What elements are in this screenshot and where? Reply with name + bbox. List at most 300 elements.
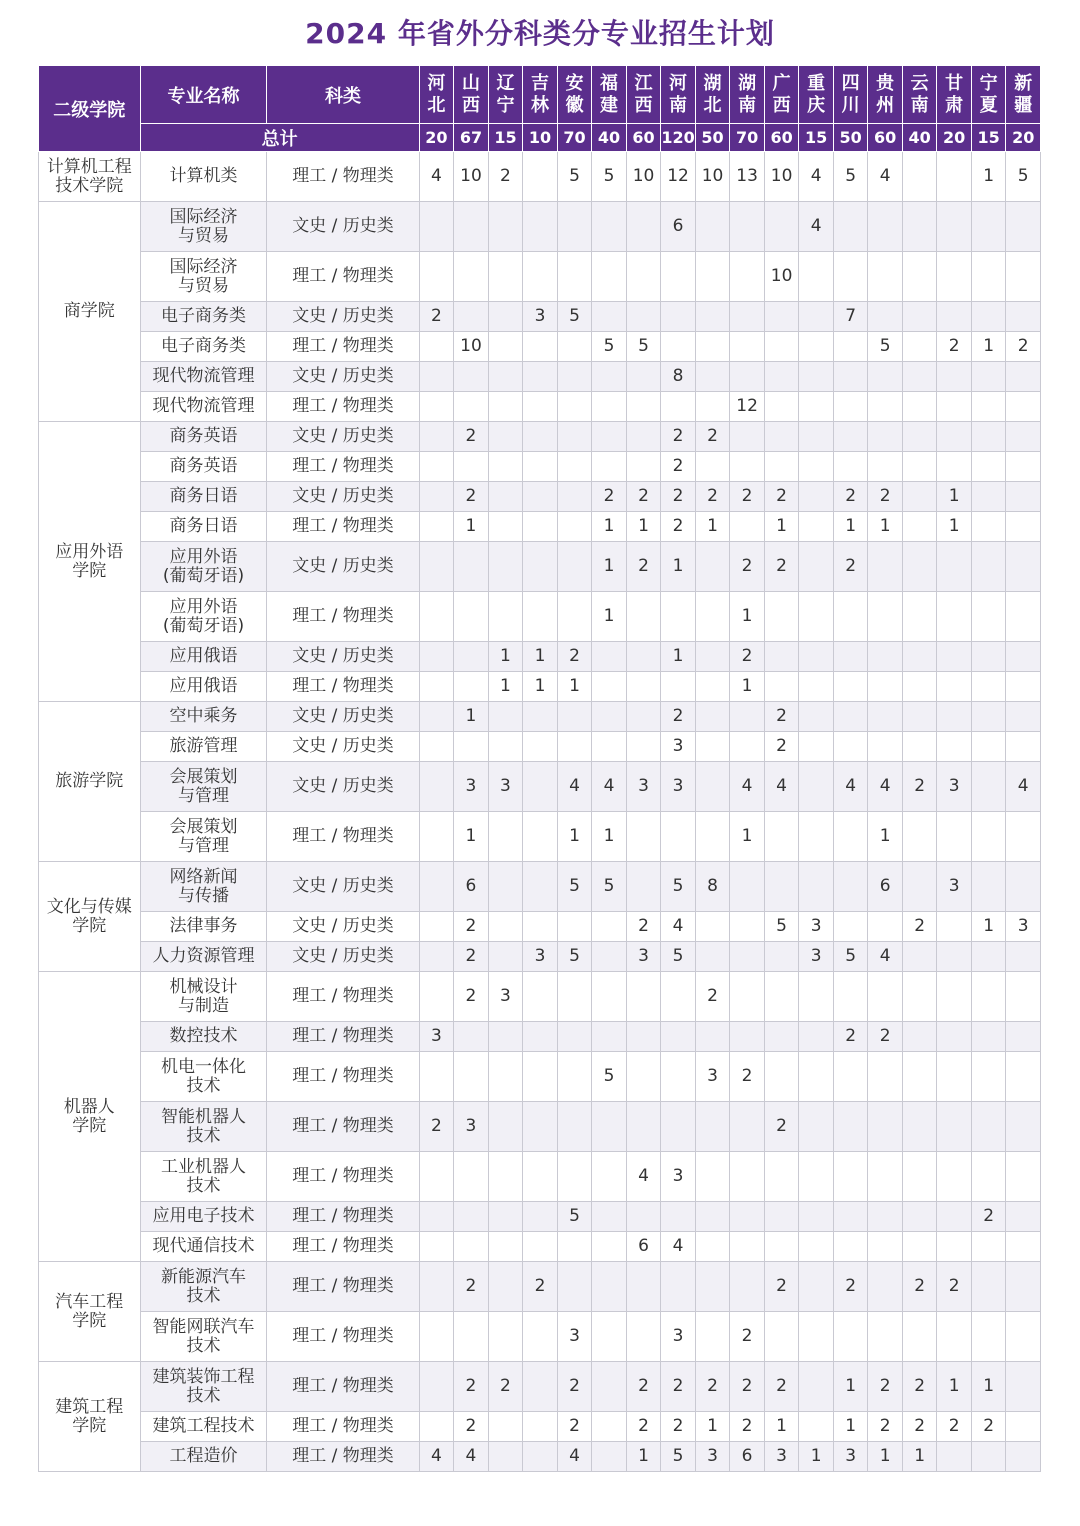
quota-cell: 1 xyxy=(833,1362,868,1412)
quota-cell xyxy=(695,1152,730,1202)
quota-cell xyxy=(902,1052,937,1102)
quota-cell xyxy=(592,942,627,972)
quota-cell xyxy=(971,1152,1006,1202)
quota-cell: 5 xyxy=(833,152,868,202)
category-cell: 理工 / 物理类 xyxy=(267,1052,419,1102)
quota-cell xyxy=(937,942,972,972)
quota-cell: 3 xyxy=(661,1312,696,1362)
quota-cell xyxy=(523,202,558,252)
quota-cell: 3 xyxy=(454,1102,489,1152)
quota-cell xyxy=(833,642,868,672)
quota-cell: 12 xyxy=(730,392,765,422)
header-province: 辽 宁 xyxy=(488,66,523,124)
quota-cell: 4 xyxy=(833,762,868,812)
quota-cell xyxy=(488,812,523,862)
quota-cell: 3 xyxy=(937,762,972,812)
province-total: 70 xyxy=(730,124,765,152)
college-cell: 机器人 学院 xyxy=(39,972,141,1262)
quota-cell xyxy=(937,422,972,452)
quota-cell xyxy=(902,1022,937,1052)
table-row xyxy=(39,302,1041,332)
quota-cell xyxy=(868,1232,903,1262)
table-row xyxy=(39,1412,1041,1442)
quota-cell xyxy=(626,422,661,452)
major-cell: 现代物流管理 xyxy=(140,392,267,422)
quota-cell: 2 xyxy=(971,1412,1006,1442)
quota-cell: 3 xyxy=(488,972,523,1022)
category-cell: 理工 / 物理类 xyxy=(267,1312,419,1362)
quota-cell: 2 xyxy=(730,642,765,672)
quota-cell xyxy=(592,302,627,332)
quota-cell: 4 xyxy=(419,1442,454,1472)
quota-cell xyxy=(695,252,730,302)
quota-cell xyxy=(626,702,661,732)
province-total: 50 xyxy=(695,124,730,152)
quota-cell xyxy=(971,762,1006,812)
quota-cell xyxy=(488,862,523,912)
quota-cell xyxy=(730,942,765,972)
college-cell: 汽车工程 学院 xyxy=(39,1262,141,1362)
quota-cell: 2 xyxy=(937,1412,972,1442)
header-province: 湖 北 xyxy=(695,66,730,124)
quota-cell xyxy=(523,862,558,912)
quota-cell xyxy=(557,592,592,642)
quota-cell xyxy=(695,392,730,422)
quota-cell: 1 xyxy=(661,642,696,672)
quota-cell: 10 xyxy=(764,152,799,202)
quota-cell: 10 xyxy=(454,332,489,362)
category-cell: 文史 / 历史类 xyxy=(267,202,419,252)
quota-cell xyxy=(902,702,937,732)
quota-cell xyxy=(730,252,765,302)
quota-cell xyxy=(971,512,1006,542)
quota-cell xyxy=(902,672,937,702)
quota-cell xyxy=(902,1102,937,1152)
quota-cell xyxy=(488,592,523,642)
quota-cell: 6 xyxy=(661,202,696,252)
quota-cell: 2 xyxy=(419,302,454,332)
quota-cell xyxy=(833,912,868,942)
quota-cell xyxy=(661,1102,696,1152)
quota-cell xyxy=(626,732,661,762)
quota-cell: 5 xyxy=(592,152,627,202)
table-row xyxy=(39,732,1041,762)
quota-cell xyxy=(971,672,1006,702)
header-major: 专业名称 xyxy=(140,66,267,124)
quota-cell xyxy=(833,1102,868,1152)
quota-cell xyxy=(833,862,868,912)
quota-cell xyxy=(557,362,592,392)
quota-cell xyxy=(971,1022,1006,1052)
quota-cell xyxy=(557,482,592,512)
quota-cell xyxy=(937,732,972,762)
quota-cell xyxy=(419,592,454,642)
quota-cell xyxy=(902,942,937,972)
province-total: 120 xyxy=(661,124,696,152)
quota-cell xyxy=(764,392,799,422)
major-cell: 智能机器人 技术 xyxy=(140,1102,267,1152)
quota-cell xyxy=(419,1312,454,1362)
quota-cell xyxy=(730,972,765,1022)
quota-cell xyxy=(488,252,523,302)
quota-cell xyxy=(557,332,592,362)
quota-cell xyxy=(1006,392,1041,422)
quota-cell: 8 xyxy=(695,862,730,912)
quota-cell xyxy=(868,1152,903,1202)
quota-cell xyxy=(764,202,799,252)
quota-cell xyxy=(971,1052,1006,1102)
quota-cell: 8 xyxy=(661,362,696,392)
quota-cell: 1 xyxy=(799,1442,834,1472)
quota-cell xyxy=(764,1232,799,1262)
quota-cell xyxy=(592,1362,627,1412)
quota-cell xyxy=(592,1202,627,1232)
quota-cell xyxy=(419,512,454,542)
quota-cell: 1 xyxy=(454,702,489,732)
table-row xyxy=(39,672,1041,702)
major-cell: 建筑工程技术 xyxy=(140,1412,267,1442)
header-province: 福 建 xyxy=(592,66,627,124)
quota-cell xyxy=(937,972,972,1022)
quota-cell: 4 xyxy=(557,762,592,812)
quota-cell xyxy=(799,252,834,302)
quota-cell: 3 xyxy=(523,942,558,972)
quota-cell xyxy=(799,1262,834,1312)
quota-cell: 10 xyxy=(626,152,661,202)
quota-cell xyxy=(902,252,937,302)
quota-cell xyxy=(1006,452,1041,482)
quota-cell xyxy=(592,362,627,392)
quota-cell: 6 xyxy=(868,862,903,912)
quota-cell xyxy=(730,1102,765,1152)
quota-cell: 2 xyxy=(557,1412,592,1442)
quota-cell xyxy=(488,942,523,972)
quota-cell xyxy=(523,912,558,942)
table-row xyxy=(39,452,1041,482)
quota-cell xyxy=(661,392,696,422)
quota-cell xyxy=(626,672,661,702)
quota-cell xyxy=(592,1022,627,1052)
quota-cell: 2 xyxy=(868,1022,903,1052)
quota-cell xyxy=(695,1202,730,1232)
quota-cell xyxy=(454,542,489,592)
quota-cell xyxy=(971,1312,1006,1362)
quota-cell xyxy=(902,642,937,672)
quota-cell xyxy=(419,332,454,362)
major-cell: 计算机类 xyxy=(140,152,267,202)
quota-cell xyxy=(764,302,799,332)
quota-cell xyxy=(1006,362,1041,392)
quota-cell: 6 xyxy=(454,862,489,912)
quota-cell: 3 xyxy=(661,732,696,762)
quota-cell: 2 xyxy=(454,482,489,512)
quota-cell xyxy=(833,1052,868,1102)
header-province: 湖 南 xyxy=(730,66,765,124)
quota-cell xyxy=(454,392,489,422)
quota-cell: 2 xyxy=(661,512,696,542)
quota-cell: 2 xyxy=(695,1362,730,1412)
quota-cell xyxy=(902,422,937,452)
quota-cell xyxy=(592,1442,627,1472)
quota-cell: 2 xyxy=(626,482,661,512)
quota-cell xyxy=(523,1022,558,1052)
quota-cell xyxy=(902,302,937,332)
quota-cell xyxy=(833,422,868,452)
quota-cell xyxy=(902,812,937,862)
quota-cell xyxy=(971,202,1006,252)
quota-cell xyxy=(557,732,592,762)
college-cell: 旅游学院 xyxy=(39,702,141,862)
table-row xyxy=(39,542,1041,592)
quota-cell: 1 xyxy=(557,672,592,702)
quota-cell xyxy=(523,812,558,862)
quota-cell: 4 xyxy=(868,762,903,812)
quota-cell xyxy=(730,1262,765,1312)
quota-cell xyxy=(937,672,972,702)
quota-cell xyxy=(971,482,1006,512)
major-cell: 法律事务 xyxy=(140,912,267,942)
quota-cell xyxy=(1006,1412,1041,1442)
major-cell: 机械设计 与制造 xyxy=(140,972,267,1022)
quota-cell xyxy=(488,362,523,392)
quota-cell xyxy=(454,452,489,482)
quota-cell xyxy=(937,702,972,732)
category-cell: 理工 / 物理类 xyxy=(267,152,419,202)
quota-cell xyxy=(592,672,627,702)
quota-cell: 2 xyxy=(730,482,765,512)
quota-cell xyxy=(488,302,523,332)
quota-cell: 1 xyxy=(592,592,627,642)
quota-cell xyxy=(695,302,730,332)
quota-cell xyxy=(764,812,799,862)
quota-cell: 2 xyxy=(661,422,696,452)
quota-cell: 1 xyxy=(488,672,523,702)
quota-cell xyxy=(868,362,903,392)
quota-cell xyxy=(523,252,558,302)
quota-cell xyxy=(1006,252,1041,302)
category-cell: 文史 / 历史类 xyxy=(267,362,419,392)
province-total: 40 xyxy=(902,124,937,152)
quota-cell: 3 xyxy=(661,1152,696,1202)
quota-cell: 2 xyxy=(661,1412,696,1442)
quota-cell: 1 xyxy=(730,592,765,642)
quota-cell xyxy=(557,1152,592,1202)
quota-cell xyxy=(419,362,454,392)
quota-cell: 2 xyxy=(937,1262,972,1312)
quota-cell xyxy=(799,1412,834,1442)
quota-cell xyxy=(626,1312,661,1362)
quota-cell xyxy=(419,812,454,862)
quota-cell xyxy=(454,202,489,252)
province-total: 15 xyxy=(488,124,523,152)
province-total: 70 xyxy=(557,124,592,152)
quota-cell xyxy=(419,392,454,422)
quota-cell: 1 xyxy=(626,1442,661,1472)
quota-cell xyxy=(799,362,834,392)
table-row xyxy=(39,482,1041,512)
category-cell: 理工 / 物理类 xyxy=(267,1152,419,1202)
quota-cell xyxy=(764,362,799,392)
quota-cell: 7 xyxy=(833,302,868,332)
quota-cell xyxy=(799,642,834,672)
category-cell: 文史 / 历史类 xyxy=(267,642,419,672)
quota-cell xyxy=(971,542,1006,592)
quota-cell xyxy=(695,912,730,942)
quota-cell xyxy=(523,392,558,422)
quota-cell xyxy=(523,762,558,812)
table-body xyxy=(39,152,1041,1472)
quota-cell xyxy=(695,1312,730,1362)
quota-cell: 4 xyxy=(419,152,454,202)
quota-cell xyxy=(868,1262,903,1312)
quota-cell: 3 xyxy=(488,762,523,812)
quota-cell xyxy=(730,912,765,942)
quota-cell xyxy=(592,1232,627,1262)
quota-cell xyxy=(1006,732,1041,762)
quota-cell xyxy=(764,422,799,452)
quota-cell xyxy=(730,1202,765,1232)
quota-cell xyxy=(868,1202,903,1232)
quota-cell xyxy=(833,672,868,702)
quota-cell xyxy=(764,942,799,972)
category-cell: 理工 / 物理类 xyxy=(267,1262,419,1312)
quota-cell xyxy=(419,942,454,972)
quota-cell xyxy=(419,1052,454,1102)
quota-cell xyxy=(971,642,1006,672)
quota-cell: 4 xyxy=(454,1442,489,1472)
quota-cell xyxy=(868,702,903,732)
quota-cell xyxy=(523,1102,558,1152)
quota-cell xyxy=(868,392,903,422)
quota-cell xyxy=(868,642,903,672)
quota-cell xyxy=(695,762,730,812)
quota-cell: 2 xyxy=(764,1262,799,1312)
quota-cell: 2 xyxy=(454,912,489,942)
quota-cell xyxy=(833,1152,868,1202)
category-cell: 文史 / 历史类 xyxy=(267,482,419,512)
quota-cell xyxy=(1006,1102,1041,1152)
quota-cell xyxy=(419,672,454,702)
quota-cell xyxy=(937,1102,972,1152)
quota-cell xyxy=(937,302,972,332)
quota-cell xyxy=(902,152,937,202)
quota-cell xyxy=(523,1312,558,1362)
quota-cell xyxy=(730,202,765,252)
category-cell: 理工 / 物理类 xyxy=(267,1232,419,1262)
quota-cell xyxy=(523,362,558,392)
quota-cell xyxy=(488,482,523,512)
quota-cell xyxy=(833,592,868,642)
category-cell: 理工 / 物理类 xyxy=(267,812,419,862)
quota-cell xyxy=(454,592,489,642)
quota-cell xyxy=(730,332,765,362)
quota-cell xyxy=(799,542,834,592)
major-cell: 电子商务类 xyxy=(140,302,267,332)
quota-cell: 2 xyxy=(937,332,972,362)
quota-cell xyxy=(626,252,661,302)
header-province: 安 徽 xyxy=(557,66,592,124)
quota-cell xyxy=(902,202,937,252)
college-cell: 建筑工程 学院 xyxy=(39,1362,141,1472)
quota-cell xyxy=(488,202,523,252)
quota-cell: 1 xyxy=(695,1412,730,1442)
category-cell: 理工 / 物理类 xyxy=(267,512,419,542)
quota-cell xyxy=(626,812,661,862)
quota-cell xyxy=(730,362,765,392)
header-province: 吉 林 xyxy=(523,66,558,124)
quota-cell xyxy=(833,1232,868,1262)
quota-cell: 2 xyxy=(488,1362,523,1412)
quota-cell xyxy=(937,1312,972,1362)
quota-cell xyxy=(764,452,799,482)
quota-cell: 3 xyxy=(764,1442,799,1472)
quota-cell xyxy=(695,452,730,482)
total-label: 总计 xyxy=(140,124,419,152)
quota-cell xyxy=(557,1232,592,1262)
major-cell: 会展策划 与管理 xyxy=(140,812,267,862)
quota-cell xyxy=(661,1052,696,1102)
quota-cell xyxy=(523,482,558,512)
quota-cell xyxy=(799,482,834,512)
quota-cell xyxy=(799,702,834,732)
major-cell: 机电一体化 技术 xyxy=(140,1052,267,1102)
quota-cell xyxy=(868,1052,903,1102)
quota-cell xyxy=(557,452,592,482)
quota-cell xyxy=(557,252,592,302)
quota-cell xyxy=(799,422,834,452)
quota-cell: 2 xyxy=(626,1412,661,1442)
quota-cell xyxy=(523,1152,558,1202)
quota-cell: 1 xyxy=(971,912,1006,942)
quota-cell: 2 xyxy=(833,542,868,592)
quota-cell xyxy=(419,1232,454,1262)
quota-cell xyxy=(833,392,868,422)
quota-cell xyxy=(799,1202,834,1232)
quota-cell xyxy=(799,762,834,812)
quota-cell: 1 xyxy=(868,512,903,542)
quota-cell: 2 xyxy=(833,482,868,512)
quota-cell xyxy=(488,1232,523,1262)
quota-cell xyxy=(799,1102,834,1152)
category-cell: 文史 / 历史类 xyxy=(267,942,419,972)
table-row xyxy=(39,392,1041,422)
quota-cell: 1 xyxy=(833,512,868,542)
header-province: 河 南 xyxy=(661,66,696,124)
college-cell: 计算机工程 技术学院 xyxy=(39,152,141,202)
quota-cell xyxy=(488,1202,523,1232)
quota-cell xyxy=(764,862,799,912)
quota-cell: 2 xyxy=(695,972,730,1022)
category-cell: 文史 / 历史类 xyxy=(267,302,419,332)
quota-cell xyxy=(488,1052,523,1102)
quota-cell xyxy=(523,1232,558,1262)
province-total: 60 xyxy=(764,124,799,152)
quota-cell xyxy=(971,1232,1006,1262)
major-cell: 新能源汽车 技术 xyxy=(140,1262,267,1312)
quota-cell: 2 xyxy=(764,482,799,512)
province-total: 15 xyxy=(799,124,834,152)
quota-cell xyxy=(488,512,523,542)
major-cell: 商务英语 xyxy=(140,452,267,482)
quota-cell: 2 xyxy=(592,482,627,512)
major-cell: 应用电子技术 xyxy=(140,1202,267,1232)
quota-cell xyxy=(695,332,730,362)
quota-cell xyxy=(1006,1312,1041,1362)
header-row xyxy=(39,66,1041,124)
table-row xyxy=(39,512,1041,542)
quota-cell xyxy=(937,1052,972,1102)
quota-cell: 4 xyxy=(661,912,696,942)
